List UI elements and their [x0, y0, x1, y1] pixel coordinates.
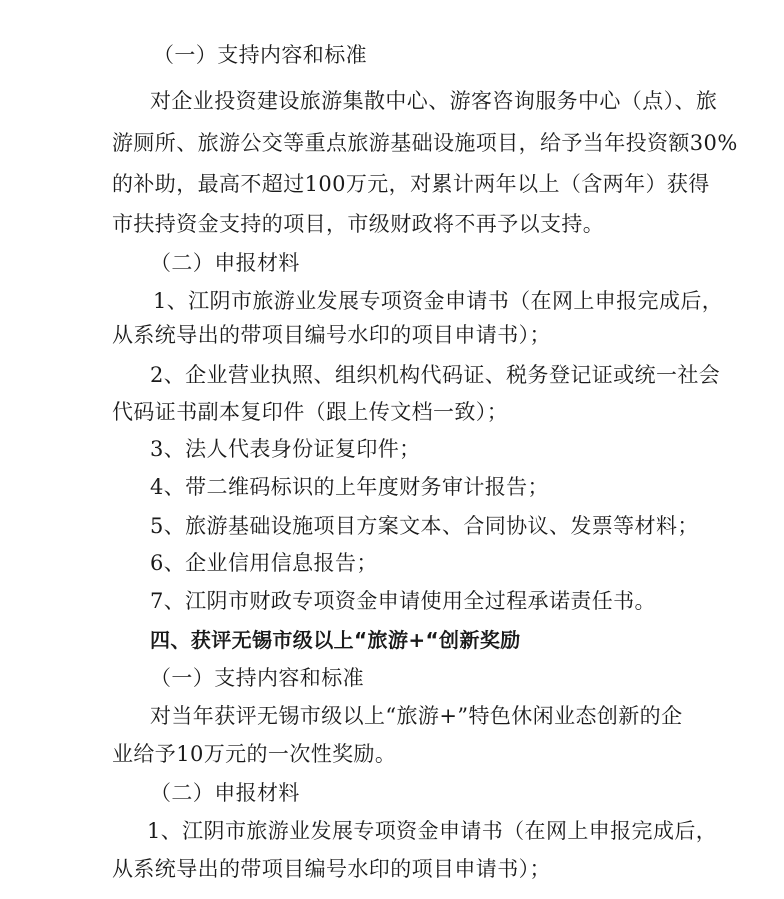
paragraph-line: 对企业投资建设旅游集散中心、游客咨询服务中心（点）、旅: [150, 89, 718, 113]
subsection-title: （二）申报材料: [150, 781, 300, 805]
list-item: 代码证书副本复印件（跟上传文档一致）；: [112, 400, 509, 424]
list-item: 3、法人代表身份证复印件；: [150, 437, 421, 461]
list-item: 7、江阴市财政专项资金申请使用全过程承诺责任书。: [150, 589, 656, 613]
paragraph-line: 市扶持资金支持的项目，市级财政将不再予以支持。: [112, 212, 605, 236]
list-item: 2、企业营业执照、组织机构代码证、税务登记证或统一社会: [150, 363, 721, 387]
paragraph-line: 业给予10万元的一次性奖励。: [112, 742, 397, 766]
subsection-title: （二）申报材料: [150, 251, 300, 275]
list-item: 从系统导出的带项目编号水印的项目申请书）；: [112, 857, 551, 881]
list-item: 6、企业信用信息报告；: [150, 551, 378, 575]
paragraph-line: 游厕所、旅游公交等重点旅游基础设施项目，给予当年投资额30%: [112, 131, 738, 155]
list-item: 4、带二维码标识的上年度财务审计报告；: [150, 475, 549, 499]
list-item: 从系统导出的带项目编号水印的项目申请书）；: [112, 323, 551, 347]
list-item: 1、江阴市旅游业发展专项资金申请书（在网上申报完成后，: [147, 819, 718, 843]
paragraph-line: 对当年获评无锡市级以上“旅游+”特色休闲业态创新的企: [150, 704, 683, 728]
section-heading: 四、获评无锡市级以上“旅游+“创新奖励: [150, 628, 521, 652]
paragraph-line: 的补助，最高不超过100万元，对累计两年以上（含两年）获得: [112, 172, 710, 196]
list-item: 1、江阴市旅游业发展专项资金申请书（在网上申报完成后，: [153, 289, 724, 313]
subsection-title: （一）支持内容和标准: [150, 666, 364, 690]
subsection-title: （一）支持内容和标准: [153, 43, 367, 67]
list-item: 5、旅游基础设施项目方案文本、合同协议、发票等材料；: [150, 514, 699, 538]
